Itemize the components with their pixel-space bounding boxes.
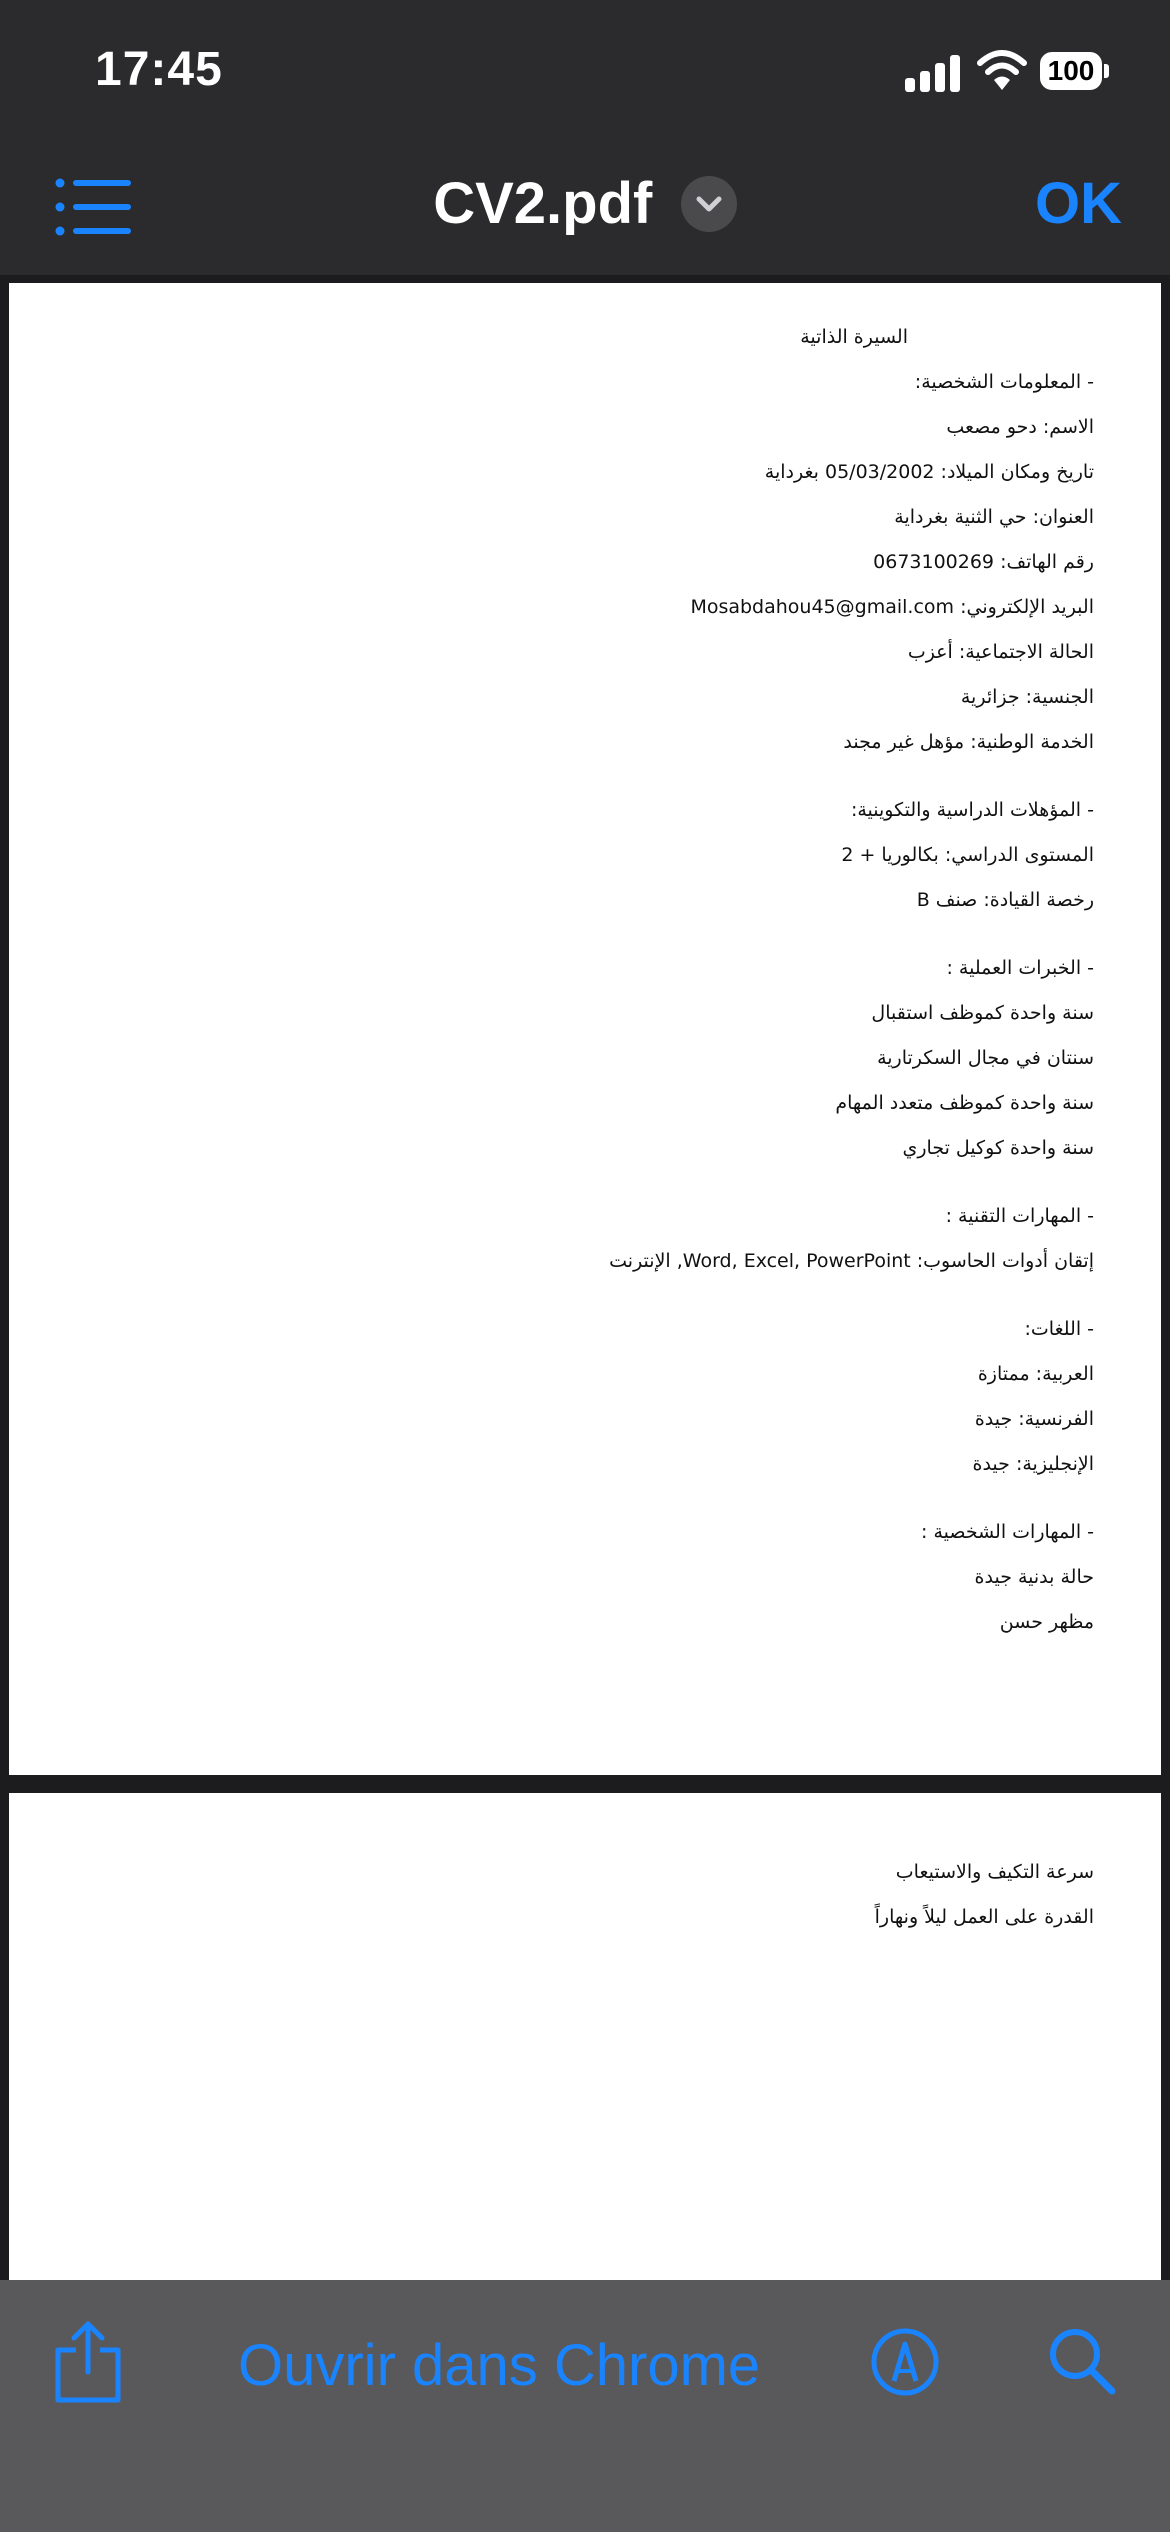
doc-line: - المعلومات الشخصية: [914,371,1094,393]
doc-line: سنة واحدة كوكيل تجاري [902,1137,1094,1159]
doc-heading: السيرة الذاتية [800,326,908,348]
doc-line: - المهارات التقنية : [945,1205,1094,1227]
markup-pen-icon[interactable] [870,2327,940,2397]
battery-icon [1040,52,1102,90]
doc-line: القدرة على العمل ليلاً ونهاراً [874,1906,1094,1928]
doc-line: المستوى الدراسي: بكالوريا + 2 [841,844,1094,866]
doc-line: الفرنسية: جيدة [974,1408,1094,1430]
doc-line: الخدمة الوطنية: مؤهل غير مجند [843,731,1094,753]
doc-line: - المهارات الشخصية : [921,1521,1094,1543]
cellular-signal-icon [905,52,961,92]
doc-line: الاسم: دحو مصعب [946,416,1094,438]
doc-line: العربية: ممتازة [977,1363,1094,1385]
doc-line: مظهر حسن [999,1611,1094,1633]
status-bar [0,0,1170,140]
document-viewer[interactable] [0,275,1170,2280]
nav-bar [0,140,1170,275]
doc-line: حالة بدنية جيدة [974,1566,1094,1588]
doc-line: سرعة التكيف والاستيعاب [895,1861,1094,1883]
doc-line: الحالة الاجتماعية: أعزب [907,641,1094,663]
ok-button[interactable]: OK [1035,171,1122,236]
doc-line: سنة واحدة كموظف استقبال [871,1002,1094,1024]
open-in-chrome-button[interactable]: Ouvrir dans Chrome [238,2333,761,2398]
status-time: 17:45 [95,43,223,96]
doc-line: الإنجليزية: جيدة [972,1453,1094,1475]
wifi-icon [977,48,1027,92]
doc-line: سنتان في مجال السكرتارية [877,1047,1094,1069]
chevron-down-icon[interactable] [681,176,737,232]
doc-line: - اللغات: [1024,1318,1094,1340]
pdf-page-1 [9,283,1161,1775]
home-indicator[interactable] [377,2216,793,2230]
share-icon[interactable] [52,2320,124,2404]
doc-line: تاريخ ومكان الميلاد: 05/03/2002 بغرداية [764,461,1094,483]
doc-line: رخصة القيادة: صنف B [916,889,1094,911]
doc-line: رقم الهاتف: 0673100269 [873,551,1094,573]
doc-line: البريد الإلكتروني: Mosabdahou45@gmail.com [690,596,1094,618]
doc-line: إتقان أدوات الحاسوب: Word, Excel, PowerPoint, الإنترنت [609,1250,1094,1272]
battery-tip [1104,64,1109,78]
doc-line: سنة واحدة كموظف متعدد المهام [835,1092,1094,1114]
document-title[interactable]: CV2.pdf [433,171,653,236]
title-wrap [0,170,1170,240]
doc-line: العنوان: حي الثنية بغرداية [894,506,1094,528]
doc-line: الجنسية: جزائرية [960,686,1094,708]
search-icon[interactable] [1047,2326,1117,2396]
doc-line: - الخبرات العملية : [946,957,1094,979]
bottom-toolbar [0,2280,1170,2532]
battery-level: 100 [1047,55,1095,86]
doc-line: - المؤهلات الدراسية والتكوينية: [850,799,1094,821]
